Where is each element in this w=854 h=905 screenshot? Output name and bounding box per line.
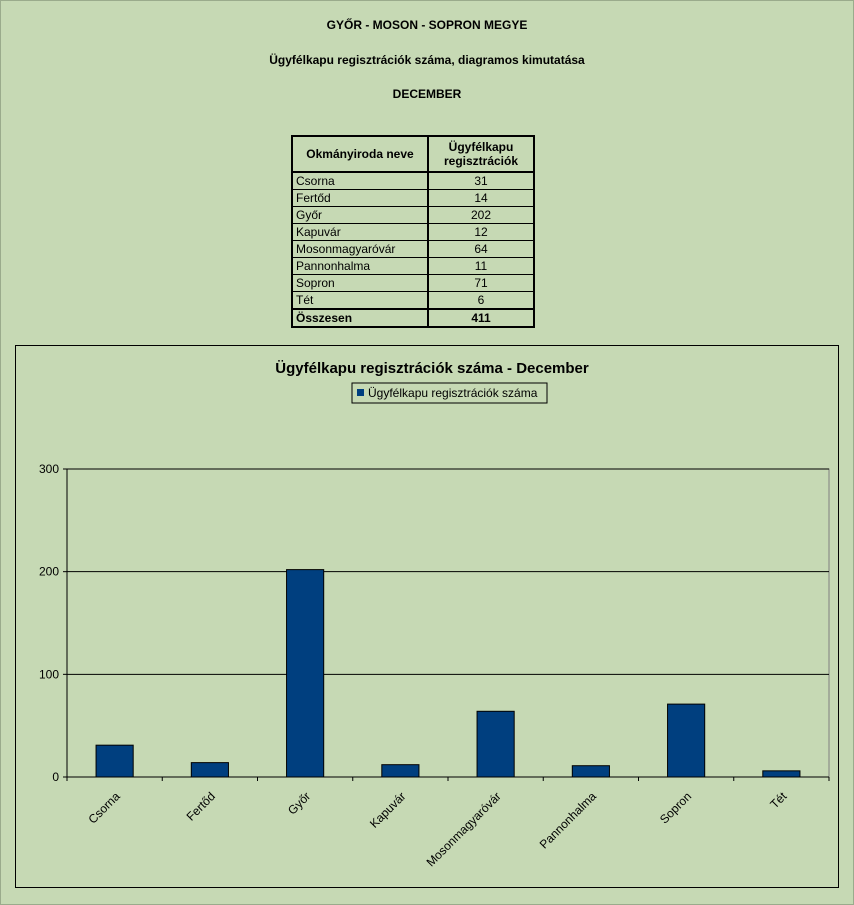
x-tick-label: Győr: [284, 789, 314, 818]
office-value: 31: [428, 172, 534, 190]
legend-swatch: [357, 389, 364, 396]
bar: [477, 711, 514, 777]
table-row: [292, 258, 534, 275]
chart-title: Ügyfélkapu regisztrációk száma - December: [275, 360, 589, 377]
bar: [763, 771, 800, 777]
office-name: Győr: [292, 207, 428, 224]
table-total-row: [292, 309, 534, 327]
total-label: Összesen: [292, 309, 428, 327]
col-registrations-header-line1: Ügyfélkapu: [448, 140, 514, 154]
x-tick-label: Mosonmagyaróvár: [423, 789, 504, 870]
summary-table: [291, 135, 535, 328]
county-title: GYŐR - MOSON - SOPRON MEGYE: [326, 18, 528, 32]
x-tick-label: Sopron: [656, 789, 695, 827]
chart-area: [15, 345, 839, 888]
legend-label: Ügyfélkapu regisztrációk száma: [368, 386, 538, 400]
col-office-header: Okmányiroda neve: [292, 136, 428, 172]
office-value: 12: [428, 224, 534, 241]
col-registrations-header-line2: regisztrációk: [443, 154, 519, 168]
table-row: [292, 207, 534, 224]
total-value: 411: [428, 309, 534, 327]
office-name: Mosonmagyaróvár: [292, 241, 428, 258]
col-registrations-header: [428, 136, 534, 172]
table-row: [292, 275, 534, 292]
office-name: Pannonhalma: [292, 258, 428, 275]
y-tick-label: 200: [38, 564, 59, 579]
office-name: Kapuvár: [292, 224, 428, 241]
y-tick-label: 0: [52, 770, 59, 784]
x-tick-label: Fertőd: [183, 789, 218, 824]
plot-area: [39, 462, 829, 869]
x-tick-label: Csorna: [85, 789, 123, 827]
chart-legend: [352, 383, 547, 403]
bar: [668, 704, 705, 777]
office-name: Sopron: [292, 275, 428, 292]
office-name: Fertőd: [292, 190, 428, 207]
table-row: [292, 190, 534, 207]
table-row: [292, 241, 534, 258]
office-value: 71: [428, 275, 534, 292]
table-row: [292, 172, 534, 190]
y-tick-label: 300: [38, 462, 59, 476]
x-tick-label: Tét: [767, 789, 790, 812]
x-tick-label: Kapuvár: [366, 789, 409, 831]
table-row: [292, 224, 534, 241]
table-header-row: [292, 136, 534, 172]
bar: [96, 745, 133, 777]
office-value: 64: [428, 241, 534, 258]
bar: [191, 763, 228, 777]
month-label: DECEMBER: [392, 87, 462, 101]
x-tick-label: Pannonhalma: [536, 789, 599, 852]
report-subtitle: Ügyfélkapu regisztrációk száma, diagramos kimutatása: [269, 53, 585, 67]
bar: [572, 766, 609, 777]
plot-frame: [67, 469, 829, 777]
bar: [287, 570, 324, 777]
bar: [382, 765, 419, 777]
office-name: Tét: [292, 292, 428, 310]
office-value: 6: [428, 292, 534, 310]
office-value: 11: [428, 258, 534, 275]
bar-chart: [16, 346, 838, 887]
office-value: 202: [428, 207, 534, 224]
table-row: [292, 292, 534, 310]
office-name: Csorna: [292, 172, 428, 190]
y-tick-label: 100: [38, 667, 59, 682]
office-value: 14: [428, 190, 534, 207]
